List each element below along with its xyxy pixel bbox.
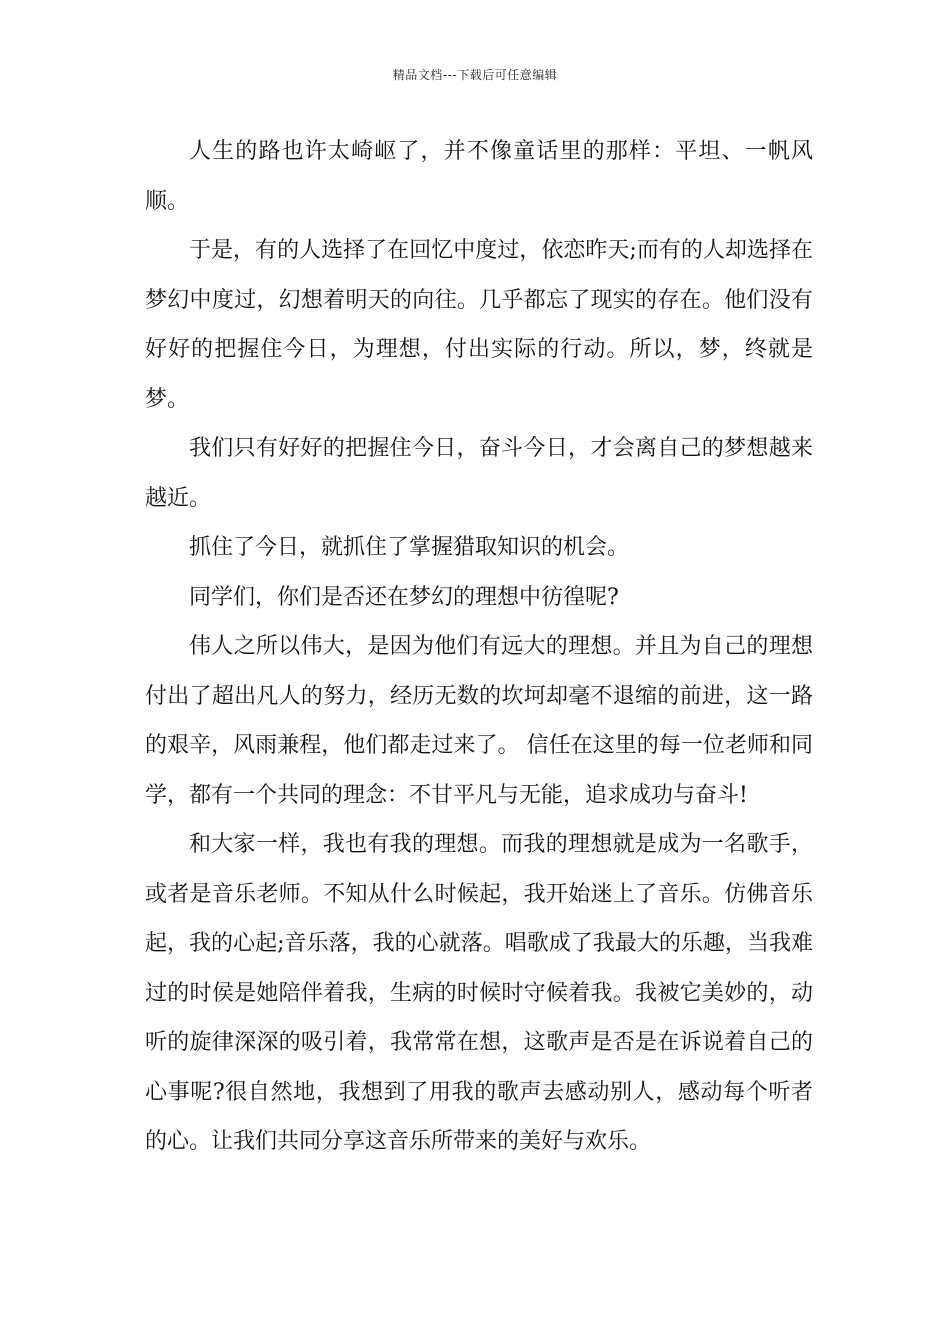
paragraph-7: 和大家一样，我也有我的理想。而我的理想就是成为一名歌手，或者是音乐老师。不知从什么时候起，我开始迷上了音乐。仿佛音乐起，我的心起;音乐落，我的心就落。唱歌成了我最大的乐趣，当我难过的时侯是她陪伴着我，生病的时候时守候着我。我被它美妙的，动听的旋律深深的吸引着，我常常在想，这歌声是否是在诉说着自己的心事呢?很自然地，我想到了用我的歌声去感动别人，感动每个听者的心。让我们共同分享这音乐所带来的美好与欢乐。 (145, 832, 813, 1154)
page-header: 精品文档---下载后可任意编辑 (392, 68, 558, 82)
paragraph-6: 伟人之所以伟大，是因为他们有远大的理想。并且为自己的理想付出了超出凡人的努力，经历无数的坎坷却毫不退缩的前进，这一路的艰辛，风雨兼程，他们都走过来了。 信任在这里的每一位老师和同学，都有一个共同的理念：不甘平凡与无能，追求成功与奋斗! (145, 634, 813, 808)
paragraph-2: 于是，有的人选择了在回忆中度过，依恋昨天;而有的人却选择在梦幻中度过，幻想着明天的向往。几乎都忘了现实的存在。他们没有好好的把握住今日，为理想，付出实际的行动。所以，梦，终就是梦。 (145, 238, 813, 412)
paragraph-4: 抓住了今日，就抓住了掌握猎取知识的机会。 (189, 535, 630, 560)
paragraph-5: 同学们，你们是否还在梦幻的理想中彷徨呢? (189, 584, 619, 610)
paragraph-1: 人生的路也许太崎岖了，并不像童话里的那样：平坦、一帆风顺。 (145, 139, 813, 214)
paragraph-3: 我们只有好好的把握住今日，奋斗今日，才会离自己的梦想越来越近。 (145, 436, 813, 511)
document-body (145, 127, 813, 1167)
